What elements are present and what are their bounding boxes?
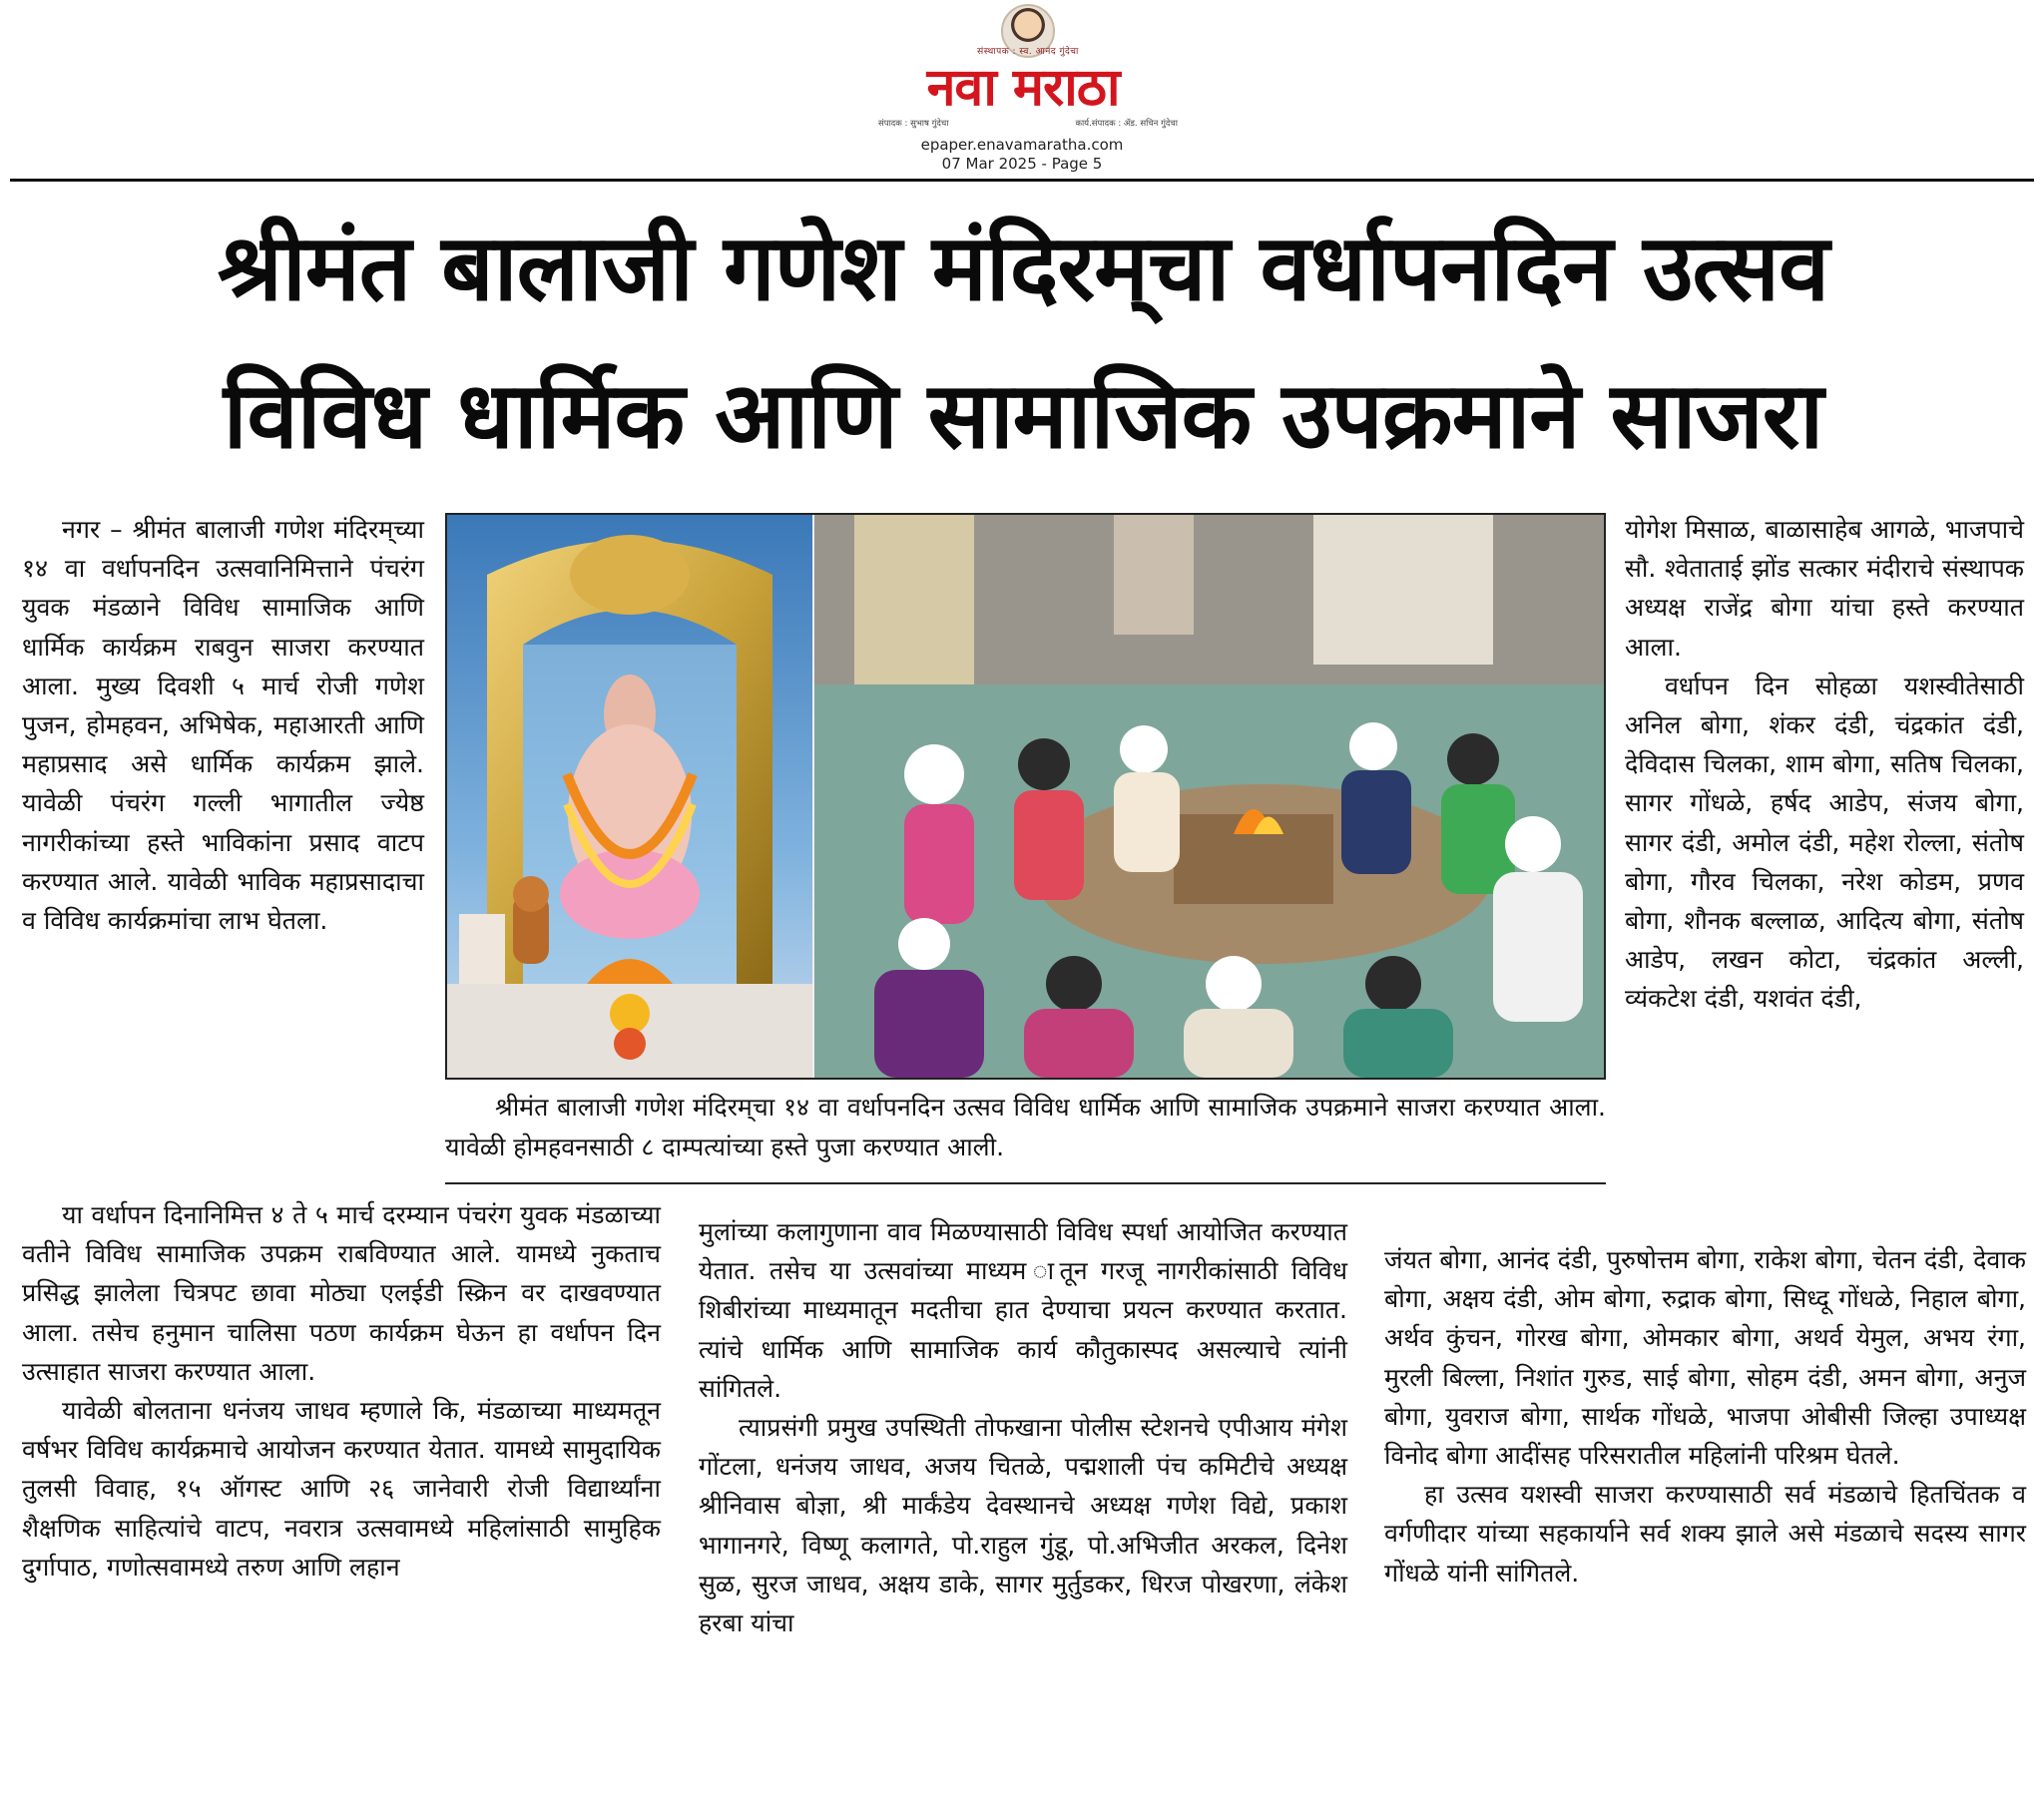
logo-subline [878,118,1178,132]
article-paragraph: यावेळी बोलताना धनंजय जाधव म्हणाले कि, मंडळाच्या माध्यमतून वर्षभर विविध कार्यक्रमाचे आयोजन करण्यात येतात. यामध्ये सामुदायिक तुलसी विवाह, १५ ऑगस्ट आणि २६ जानेवारी रोजी विद्यार्थ्यांना शैक्षणिक साहित्यांचे वाटप, नवरात्र उत्सवामध्ये महिलांसाठी सामुहिक दुर्गापाठ, गणोत्सवामध्ये तरुण आणि लहान [22,1396,661,1582]
article-photo [445,513,1606,1080]
photo-caption [445,1088,1606,1167]
article-paragraph: हा उत्सव यशस्वी साजरा करण्यासाठी सर्व मंडळाचे हितचिंतक व वर्गणीदार यांच्या सहकार्याने सर्व शक्य झाले असे मंडळाचे सदस्य सागर गोंधळे यांनी सांगितले. [1384,1480,2026,1588]
date-page-label: 07 Mar 2025 - Page 5 [941,155,1103,173]
headline-line-2: विविध धार्मिक आणि सामाजिक उपक्रमाने साजरा [223,362,1823,469]
article-paragraph: त्याप्रसंगी प्रमुख उपस्थिती तोफखाना पोलीस स्टेशनचे एपीआय मंगेश गोंटला, धनंजय जाधव, अजय चितळे, पद्मशाली पंच कमिटीचे अध्यक्ष श्रीनिवास बोज्ञा, श्री मार्कंडेय देवस्थानचे अध्यक्ष गणेश विद्ये, प्रकाश भागानगरे, विष्णू कलागते, पो.राहुल गुंडू, पो.अभिजीत अरकल, दिनेश सुळ, सुरज जाधव, अक्षय डाके, सागर मुर्तुडकर, धिरज पोखरणा, लंकेश हरबा यांचा [699,1413,1347,1638]
editor-credit: संपादक : सुभाष गुंदेचा [878,119,949,129]
masthead-divider [10,179,2034,182]
newspaper-logo: नवा मराठा [926,58,1120,118]
logo-arc-text: संस्थापक : स्व. आनंद गुंदेचा [977,47,1079,57]
ganesh-idol-photo [447,515,812,1078]
article-column-right-top [1625,510,2024,1019]
article-column-right-bottom [1384,1240,2026,1592]
site-url: epaper.enavamaratha.com [920,136,1124,154]
masthead [0,0,2044,185]
exec-editor-credit: कार्य.संपादक : ॲड. सचिन गुंदेचा [1075,119,1178,129]
caption-text: श्रीमंत बालाजी गणेश मंदिरम्‌चा १४ वा वर्धापनदिन उत्सव विविध धार्मिक आणि सामाजिक उपक्रमाने साजरा करण्यात आला. यावेळी होमहवनसाठी ८ दाम्पत्यांच्या हस्ते पुजा करण्यात आली. [445,1093,1606,1161]
headline-line-1: श्रीमंत बालाजी गणेश मंदिरम्‌चा वर्धापनदिन उत्सव [217,215,1829,321]
article-paragraph: वर्धापन दिन सोहळा यशस्वीतेसाठी अनिल बोगा, शंकर दंडी, चंद्रकांत दंडी, देविदास चिलका, शाम बोगा, सतिष चिलका, सागर गोंधळे, हर्षद आडेप, संजय बोगा, सागर दंडी, अमोल दंडी, महेश रोल्ला, संतोष बोगा, गौरव चिलका, नरेश कोडम, प्रणव बोगा, शौनक बल्लाळ, आदित्य बोगा, संतोष आडेप, लखन कोटा, चंद्रकांत अल्ली, व्यंकटेश दंडी, यशवंत दंडी, [1625,671,2024,1014]
article-paragraph: मुलांच्या कलागुणाना वाव मिळण्यासाठी विविध स्पर्धा आयोजित करण्यात येतात. तसेच या उत्सवांच्या माध्यम ातून गरजू नागरीकांसाठी विविध शिबीरांच्या माध्यमातून मदतीचा हात देण्याचा प्रयत्न करण्यात करतात. त्यांचे धार्मिक आणि सामाजिक कार्य कौतुकास्पद असल्याचे त्यांनी सांगितले. [699,1217,1347,1403]
article-paragraph: या वर्धापन दिनानिमित्त ४ ते ५ मार्च दरम्यान पंचरंग युवक मंडळाच्या वतीने विविध सामाजिक उपक्रम राबविण्यात आले. यामध्ये नुकताच प्रसिद्ध झालेला चित्रपट छावा मोठ्या एलईडी स्क्रिन वर दाखवण्यात आला. तसेच हनुमान चालिसा पठण कार्यक्रम घेऊन हा वर्धापन दिन उत्साहात साजरा करण्यात आला. [22,1200,661,1386]
caption-divider [445,1182,1606,1184]
article-column-left-bottom [22,1195,661,1587]
article-column-left-top [22,510,424,940]
article-paragraph: योगेश मिसाळ, बाळासाहेब आगळे, भाजपाचे सौ. श्वेताताई झोंड सत्कार मंदीराचे संस्थापक अध्यक्ष राजेंद्र बोगा यांचा हस्ते करण्यात आला. [1625,515,2024,662]
article-paragraph: जंयत बोगा, आनंद दंडी, पुरुषोत्तम बोगा, राकेश बोगा, चेतन दंडी, देवाक बोगा, अक्षय दंडी, ओम बोगा, रुद्राक बोगा, सिध्दू गोंधळे, निहाल बोगा, अर्थव कुंचन, गोरख बोगा, ओमकार बोगा, अथर्व येमुल, अभय रंगा, मुरली बिल्ला, निशांत गुरुड, साई बोगा, सोहम दंडी, अमन बोगा, अनुज बोगा, युवराज बोगा, सार्थक गोंधळे, भाजपा ओबीसी जिल्हा उपाध्यक्ष विनोद बोगा आदींसह परिसरातील महिलांनी परिश्रम घेतले. [1384,1245,2026,1471]
homhavan-ceremony-photo [814,515,1606,1078]
article-paragraph: नगर – श्रीमंत बालाजी गणेश मंदिरम्‌च्या १४ वा वर्धापनदिन उत्सवानिमित्ताने पंचरंग युवक मंडळाने विविध सामाजिक आणि धार्मिक कार्यक्रम राबवुन साजरा करण्यात आला. मुख्य दिवशी ५ मार्च रोजी गणेश पुजन, होमहवन, अभिषेक, महाआरती आणि महाप्रसाद असे धार्मिक कार्यक्रम झाले. यावेळी पंचरंग गल्ली भागातील ज्येष्ठ नागरीकांच्या हस्ते भाविकांना प्रसाद वाटप करण्यात आले. यावेळी भाविक महाप्रसादाचा व विविध कार्यक्रमांचा लाभ घेतला. [22,515,424,936]
article-column-middle [699,1212,1347,1642]
